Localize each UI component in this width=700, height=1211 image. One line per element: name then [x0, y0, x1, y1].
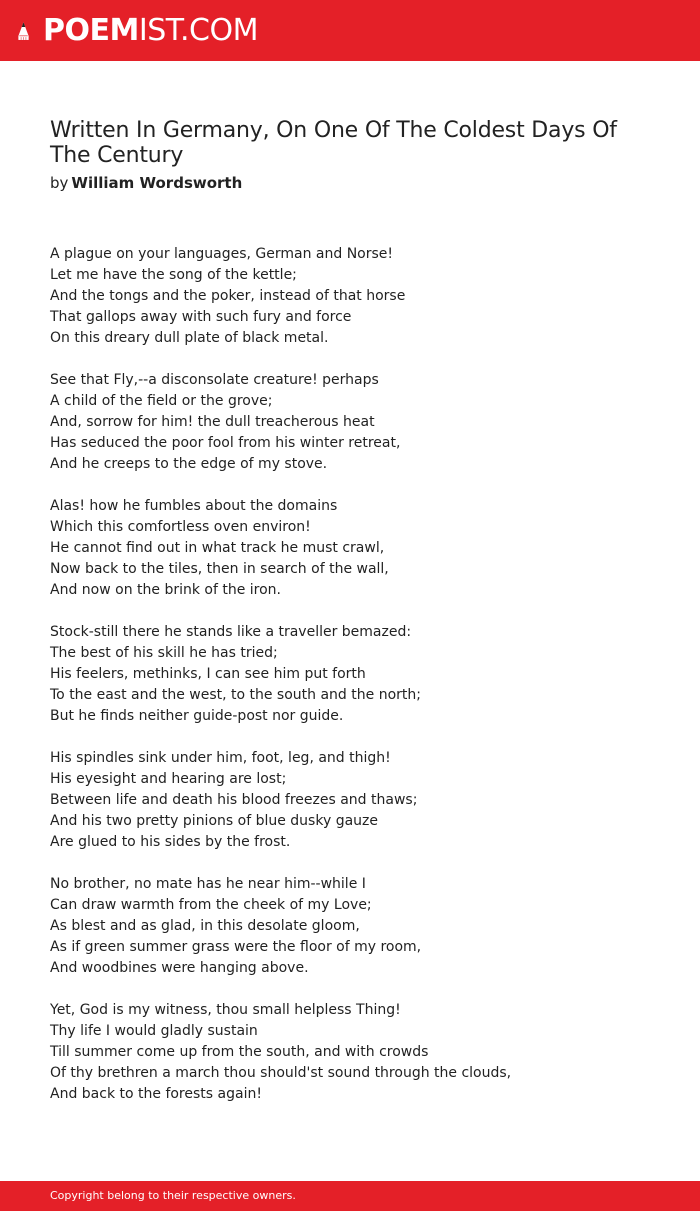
stanza — [50, 622, 660, 727]
byline — [50, 173, 242, 193]
poem-title: Written In Germany, On One Of The Coldest Days Of The Century — [50, 118, 617, 168]
poem-line: And he creeps to the edge of my stove. — [50, 456, 328, 472]
stanza — [50, 748, 660, 853]
by-label: by — [50, 174, 69, 192]
poem-line: As blest and as glad, in this desolate gloom, — [50, 918, 360, 934]
author-name: William Wordsworth — [71, 174, 243, 192]
poem-line: On this dreary dull plate of black metal. — [50, 330, 329, 346]
poem-line: Yet, God is my witness, thou small helpless Thing! — [50, 1002, 401, 1018]
logo-text-light: IST.COM — [138, 13, 258, 48]
poem-line: To the east and the west, to the south and the north; — [50, 687, 421, 703]
poem-line: But he finds neither guide-post nor guide. — [50, 708, 344, 724]
poem-line: Which this comfortless oven environ! — [50, 519, 311, 535]
poem-line: Let me have the song of the kettle; — [50, 267, 297, 283]
poem-line: And woodbines were hanging above. — [50, 960, 309, 976]
poem-line: That gallops away with such fury and force — [50, 309, 352, 325]
logo-text-bold: POEM — [43, 13, 139, 48]
copyright-notice: Copyright belong to their respective owners. — [50, 1189, 296, 1202]
poem-body — [50, 244, 660, 1126]
poem-line: Thy life I would gladly sustain — [50, 1023, 258, 1039]
poem-line: As if green summer grass were the floor of my room, — [50, 939, 422, 955]
poem-line: Are glued to his sides by the frost. — [50, 834, 291, 850]
poem-line: His feelers, methinks, I can see him put forth — [50, 666, 366, 682]
stanza — [50, 244, 660, 349]
poem-line: Of thy brethren a march thou should'st sound through the clouds, — [50, 1065, 512, 1081]
stanza — [50, 496, 660, 601]
stanza — [50, 1000, 660, 1105]
poem-line: Alas! how he fumbles about the domains — [50, 498, 338, 514]
poem-line: He cannot find out in what track he must crawl, — [50, 540, 385, 556]
site-logo-text — [43, 9, 258, 53]
poem-line: Stock-still there he stands like a traveller bemazed: — [50, 624, 412, 640]
poem-line: His eyesight and hearing are lost; — [50, 771, 287, 787]
poem-line: See that Fly,--a disconsolate creature! perhaps — [50, 372, 379, 388]
site-footer — [0, 1181, 700, 1211]
poem-line: A plague on your languages, German and Norse! — [50, 246, 394, 262]
poem-line: Has seduced the poor fool from his winter retreat, — [50, 435, 401, 451]
stanza — [50, 874, 660, 979]
poem-line: And back to the forests again! — [50, 1086, 262, 1102]
poem-line: The best of his skill he has tried; — [50, 645, 278, 661]
poem-line: And now on the brink of the iron. — [50, 582, 281, 598]
site-logo[interactable] — [18, 9, 258, 53]
poem-line: No brother, no mate has he near him--while I — [50, 876, 366, 892]
poem-line: And his two pretty pinions of blue dusky gauze — [50, 813, 378, 829]
poem-line: Between life and death his blood freezes and thaws; — [50, 792, 418, 808]
site-header — [0, 0, 700, 61]
pencil-tip-icon — [18, 10, 29, 52]
poem-line: Can draw warmth from the cheek of my Love; — [50, 897, 372, 913]
poem-line: Till summer come up from the south, and with crowds — [50, 1044, 429, 1060]
poem-line: And the tongs and the poker, instead of that horse — [50, 288, 406, 304]
poem-line: Now back to the tiles, then in search of the wall, — [50, 561, 389, 577]
poem-line: A child of the field or the grove; — [50, 393, 273, 409]
poem-line: And, sorrow for him! the dull treacherous heat — [50, 414, 375, 430]
poem-line: His spindles sink under him, foot, leg, and thigh! — [50, 750, 391, 766]
stanza — [50, 370, 660, 475]
